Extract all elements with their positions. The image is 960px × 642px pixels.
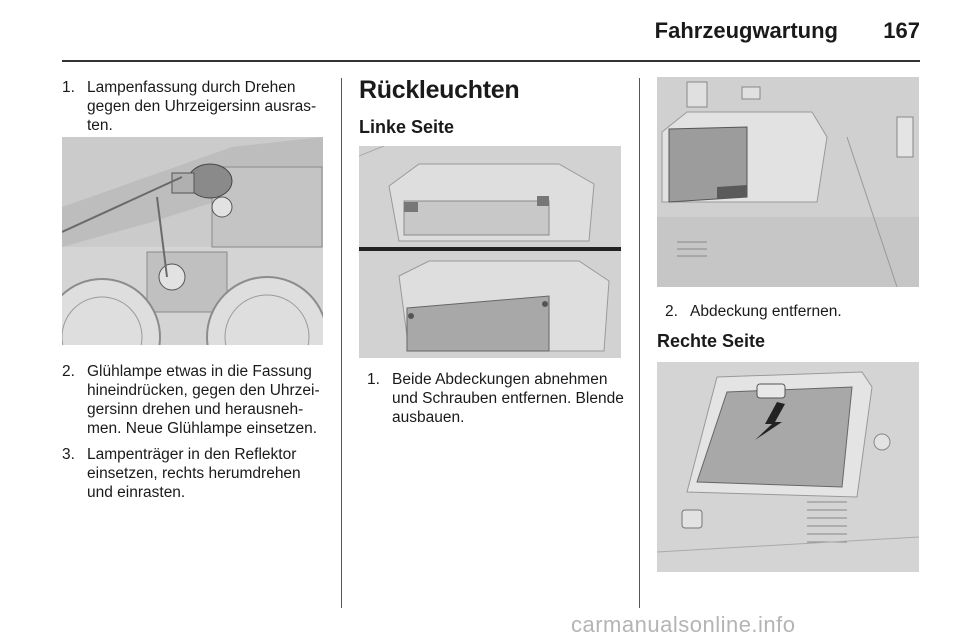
figure-right-side-cover-illustration [657, 362, 919, 572]
step-text: Beide Abdeckungen abnehmen und Schrauben entfernen. Blende ausbauen. [392, 371, 624, 426]
figure-bulb-socket-illustration [62, 137, 323, 345]
figure-bulb-socket [62, 137, 323, 345]
step-number: 2. [665, 303, 678, 320]
step-number: 1. [367, 371, 380, 388]
left-step-2 [62, 362, 327, 438]
step-text: Abdeckung entfernen. [690, 303, 842, 320]
step-number: 3. [62, 446, 75, 463]
column-divider-right [639, 78, 640, 608]
right-step-2 [665, 302, 927, 321]
figure-left-side-covers-illustration [359, 146, 621, 358]
figure-left-side-covers [359, 146, 621, 358]
page-number: 167 [883, 18, 920, 43]
middle-step-1 [367, 370, 629, 427]
section-title: Rückleuchten [359, 76, 520, 104]
subsection-title-left: Linke Seite [359, 117, 455, 137]
figure-cover-removal [657, 77, 919, 287]
figure-cover-removal-illustration [657, 77, 919, 287]
step-number: 2. [62, 363, 75, 380]
subsection-title-right: Rechte Seite [657, 331, 766, 351]
step-text: Lampenträger in den Reflektor einsetzen, rechts herumdrehen und einrasten. [87, 446, 301, 501]
column-divider-left [341, 78, 342, 608]
step-text: Lampenfassung durch Drehen gegen den Uhrzeigersinn ausras-ten. [87, 79, 317, 134]
figure-right-side-cover [657, 362, 919, 572]
step-number: 1. [62, 79, 75, 96]
header-divider [62, 60, 920, 62]
left-step-3 [62, 445, 327, 502]
left-step-1 [62, 78, 327, 135]
watermark-text: carmanualsonline.info [571, 612, 796, 637]
page-header-title: Fahrzeugwartung [654, 18, 838, 43]
step-text: Glühlampe etwas in die Fassung hineindrücken, gegen den Uhrzei-gersinn drehen und herausneh-men. Neue Glühlampe einsetzen. [87, 363, 320, 437]
